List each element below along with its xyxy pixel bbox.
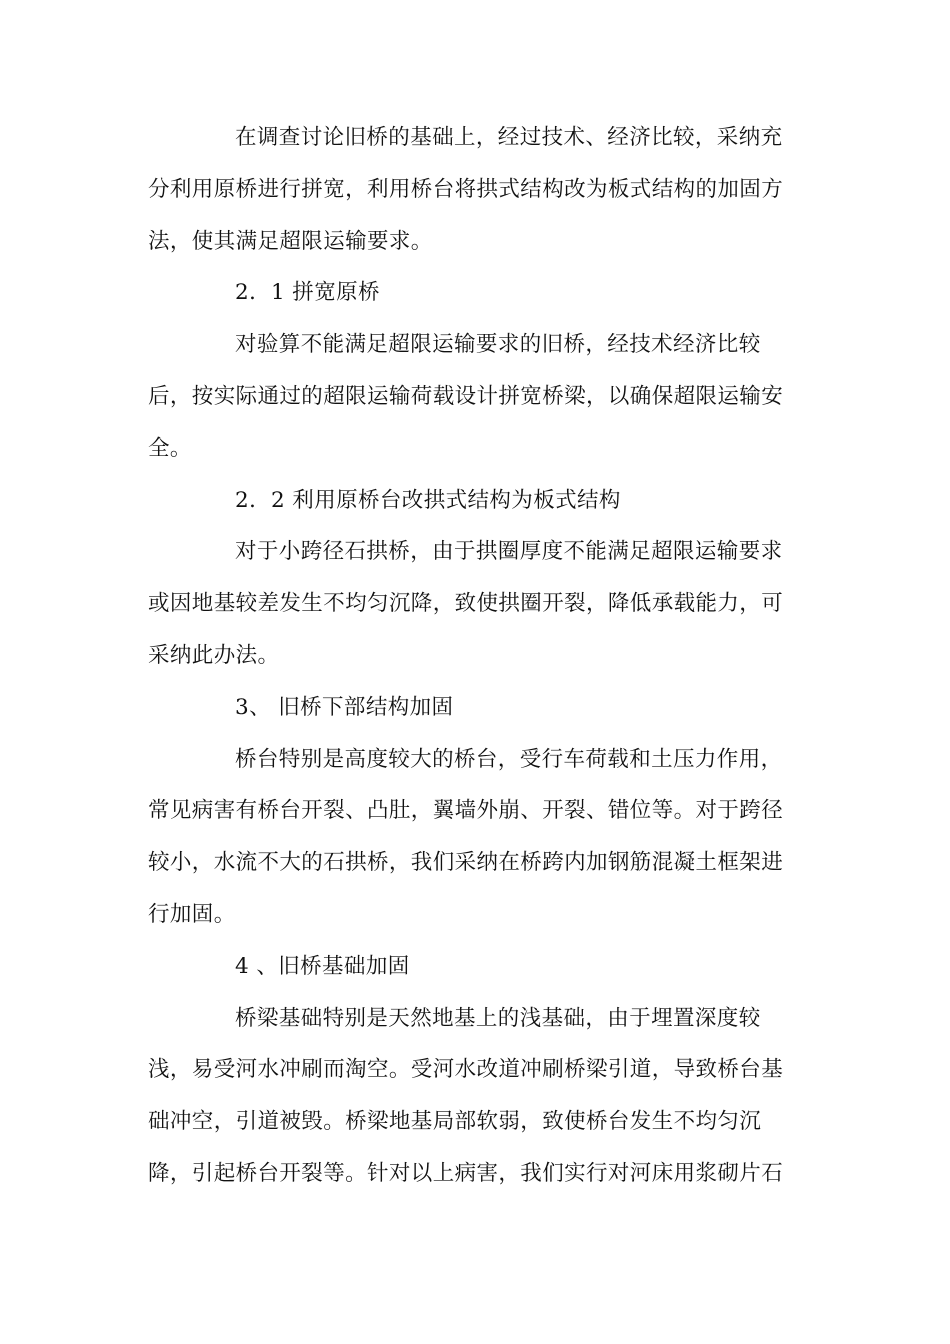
- paragraph-line: 常见病害有桥台开裂、凸肚，翼墙外崩、开裂、错位等。对于跨径: [148, 798, 784, 824]
- paragraph-line: 浅，易受河水冲刷而淘空。受河水改道冲刷桥梁引道，导致桥台基: [148, 1057, 784, 1083]
- paragraph-line: 采纳此办法。: [148, 642, 280, 668]
- paragraph-line: 法，使其满足超限运输要求。: [148, 228, 433, 254]
- paragraph-line: 或因地基较差发生不均匀沉降，致使拱圈开裂，降低承载能力，可: [148, 591, 784, 617]
- section-heading: 4 、旧桥基础加固: [235, 953, 410, 979]
- section-heading: 2．1 拼宽原桥: [235, 280, 380, 306]
- paragraph-line: 行加固。: [148, 901, 236, 927]
- paragraph-line: 在调查讨论旧桥的基础上，经过技术、经济比较，采纳充: [235, 125, 783, 150]
- paragraph-line: 后，按实际通过的超限运输荷载设计拼宽桥梁，以确保超限运输安: [148, 383, 784, 409]
- paragraph-line: 全。: [148, 435, 192, 461]
- paragraph-line: 础冲空，引道被毁。桥梁地基局部软弱，致使桥台发生不均匀沉: [148, 1109, 762, 1135]
- paragraph-line: 对验算不能满足超限运输要求的旧桥，经技术经济比较: [235, 332, 761, 358]
- paragraph-line: 降，引起桥台开裂等。针对以上病害，我们实行对河床用浆砌片石: [148, 1160, 784, 1186]
- paragraph-line: 较小，水流不大的石拱桥，我们采纳在桥跨内加钢筋混凝土框架进: [148, 850, 784, 876]
- paragraph-line: 桥台特别是高度较大的桥台，受行车荷载和土压力作用，: [235, 746, 783, 772]
- section-heading: 3、 旧桥下部结构加固: [235, 694, 454, 720]
- paragraph-line: 分利用原桥进行拼宽，利用桥台将拱式结构改为板式结构的加固方: [148, 176, 784, 202]
- paragraph-line: 对于小跨径石拱桥，由于拱圈厚度不能满足超限运输要求: [235, 539, 783, 565]
- paragraph-line: 桥梁基础特别是天然地基上的浅基础，由于埋置深度较: [235, 1005, 761, 1031]
- document-body: [148, 112, 798, 1200]
- section-heading: 2．2 利用原桥台改拱式结构为板式结构: [235, 487, 621, 513]
